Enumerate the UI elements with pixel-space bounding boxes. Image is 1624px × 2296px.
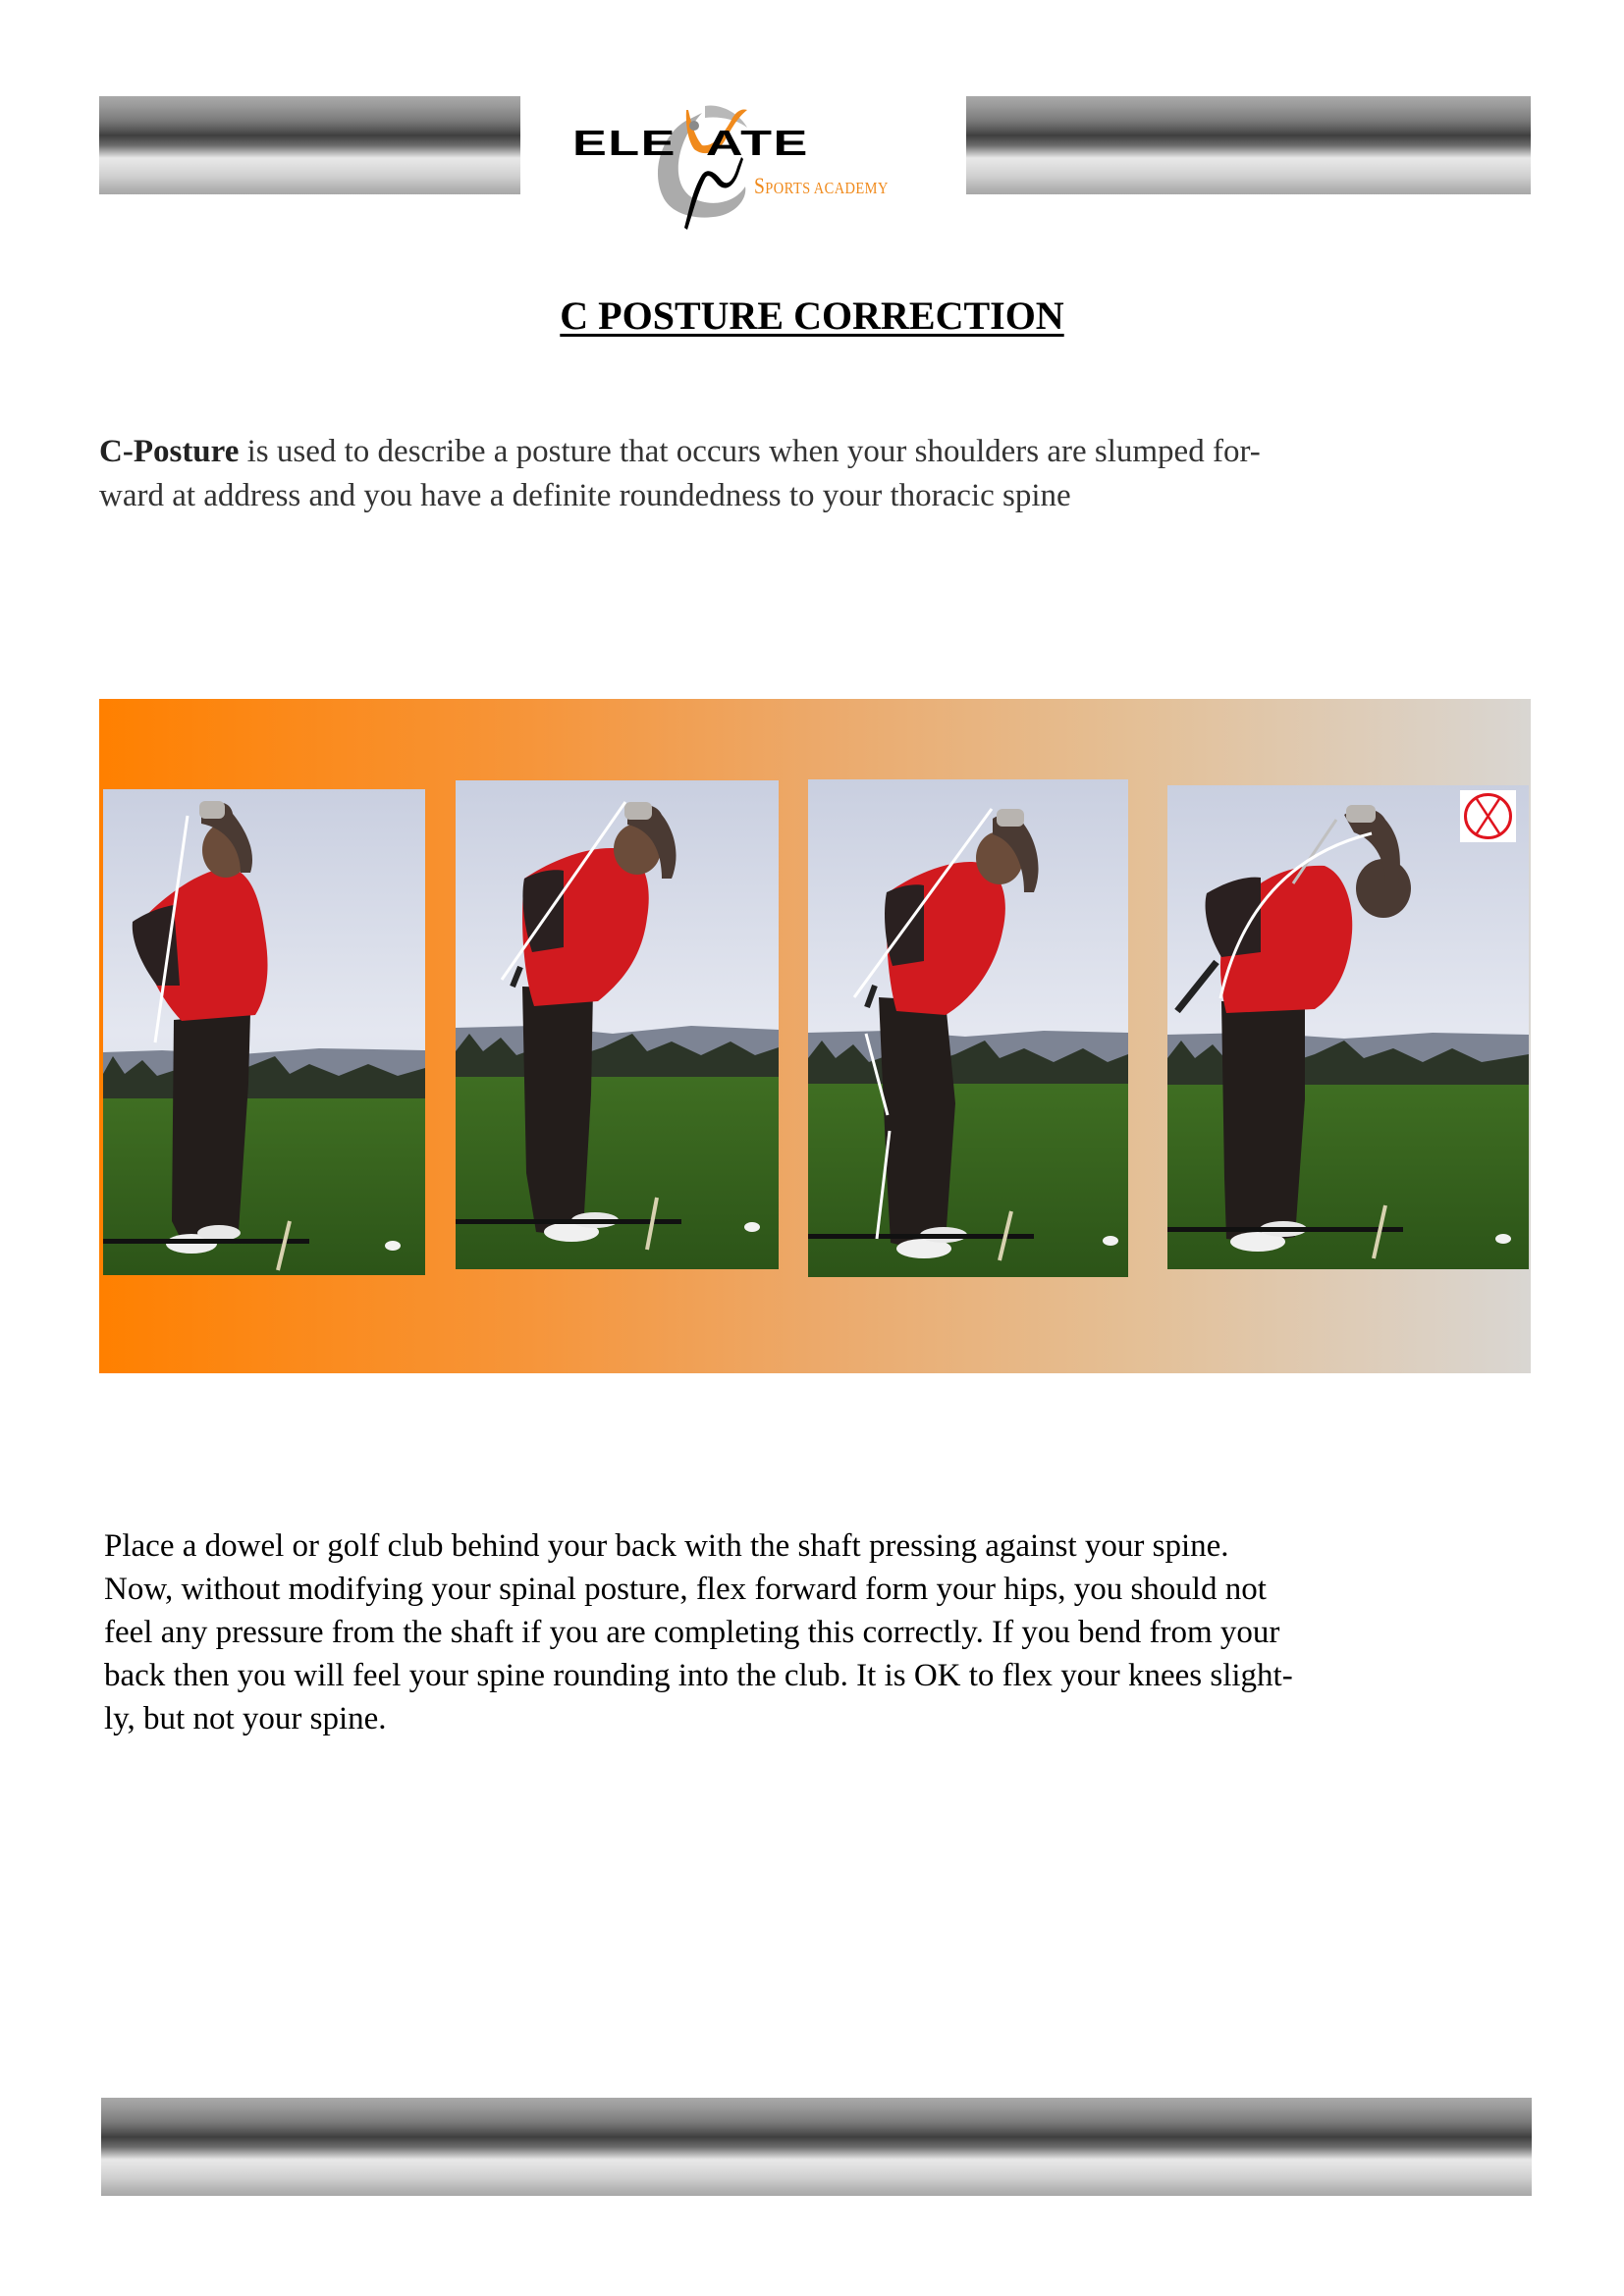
logo-subtitle-rest: PORTS ACADEMY [765,179,889,197]
instructions-line-1: Place a dowel or golf club behind your back with the shaft pressing against your spine. [104,1528,1229,1564]
footer-decorative-bar [101,2098,1532,2196]
posture-photo-upright [103,789,425,1275]
posture-photo-rounded-spine [1167,785,1529,1269]
page-title-text: C POSTURE CORRECTION [560,294,1064,338]
instructions-line-4: back then you will feel your spine rounding into the club. It is OK to flex your knees slight- [104,1658,1293,1693]
instructions-paragraph [104,1524,1538,1740]
header-decorative-bar-left [99,96,520,194]
logo-subtitle-initial: S [754,174,766,198]
posture-photo-knee-flex [808,779,1128,1277]
posture-photo-hip-hinge [456,780,779,1269]
instructions-line-5: ly, but not your spine. [104,1701,387,1736]
logo-wordmark: ELE ATE [572,123,809,163]
instructions-line-3: feel any pressure from the shaft if you are completing this correctly. If you bend from your [104,1615,1280,1650]
intro-line-1-text: is used to describe a posture that occurs when your shoulders are slumped for- [239,434,1261,469]
intro-paragraph [99,430,1533,518]
elevate-sports-academy-logo [572,98,911,231]
logo-subtitle [754,174,889,199]
header-decorative-bar-right [966,96,1531,194]
logo-swoosh-icon [572,98,911,231]
intro-line-1 [99,430,1533,474]
intro-term: C-Posture [99,434,240,469]
page-title [0,293,1624,339]
circled-x-icon [1460,790,1516,842]
instructions-line-2: Now, without modifying your spinal posture, flex forward form your hips, you should not [104,1572,1267,1607]
intro-line-2: ward at address and you have a definite roundedness to your thoracic spine [99,478,1071,513]
